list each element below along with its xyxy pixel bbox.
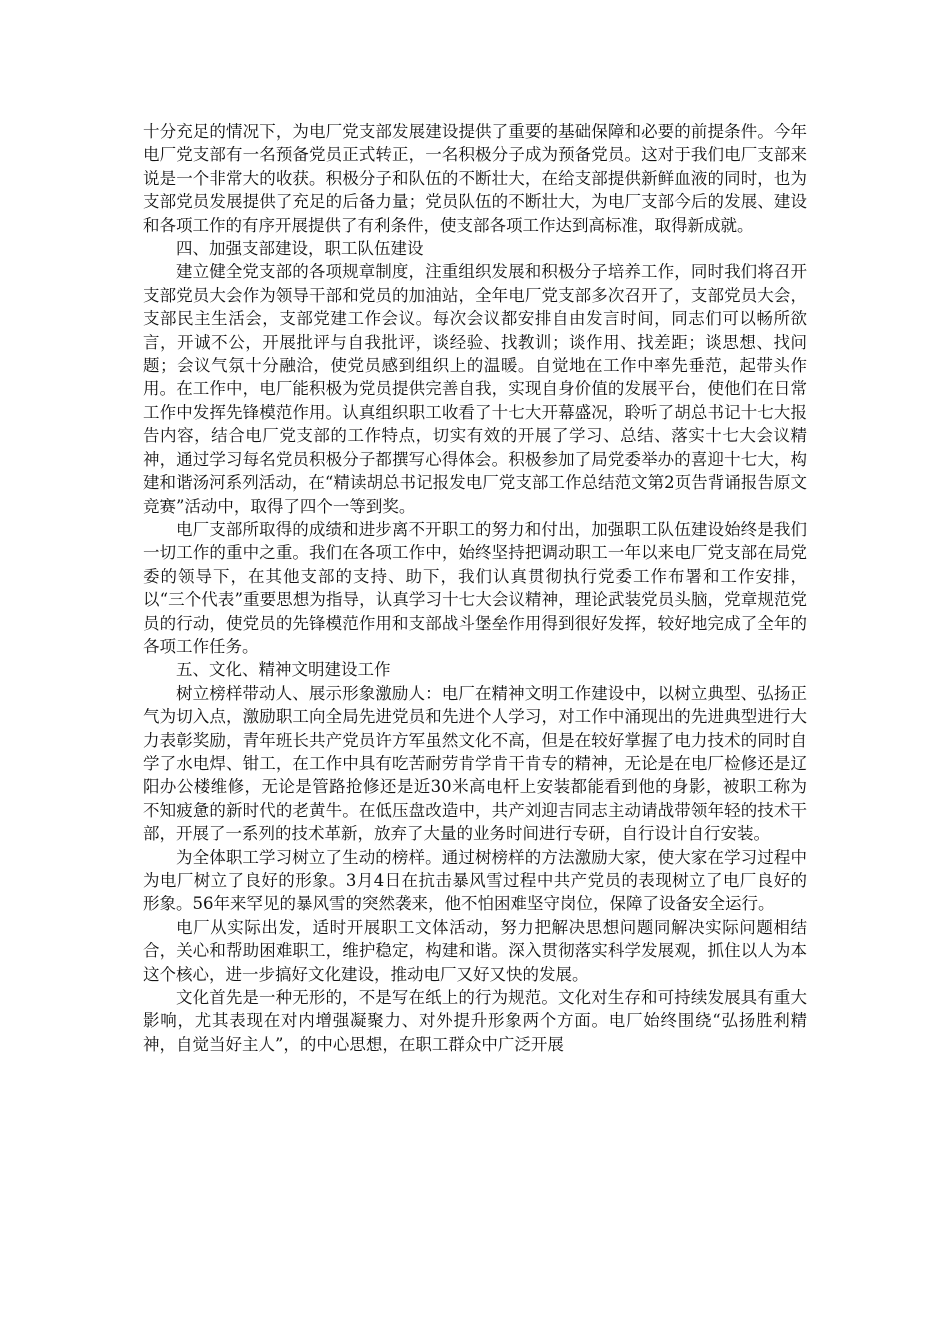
paragraph-culture: 文化首先是一种无形的，不是写在纸上的行为规范。文化对生存和可持续发展具有重大影响，尤其表现在对内增强凝聚力、对外提升形象两个方面。电厂始终围绕“弘扬胜利精神，自觉当好主人”，的中心思想，在职工群众中广泛开展 xyxy=(143,988,807,1054)
paragraph-role-models: 树立榜样带动人、展示形象激励人：电厂在精神文明工作建设中，以树立典型、弘扬正气为切入点，激励职工向全局先进党员和先进个人学习，对工作中涌现出的先进典型进行大力表彰奖励，青年班长共产党员许方军虽然文化不高，但是在较好掌握了电力技术的同时自学了水电焊、钳工，在工作中具有吃苦耐劳肯学肯干肯专的精神，无论是在电厂检修还是辽阳办公楼维修，无论是管路抢修还是近30米高电杆上安装都能看到他的身影，被职工称为不知疲惫的新时代的老黄牛。在低压盘改造中，共产刘迎吉同志主动请战带领年轻的技术干部，开展了一系列的技术革新，放弃了大量的业务时间进行专研，自行设计自行安装。 xyxy=(143,683,807,844)
paragraph-continuation: 十分充足的情况下，为电厂党支部发展建设提供了重要的基础保障和必要的前提条件。今年电厂党支部有一名预备党员正式转正，一名积极分子成为预备党员。这对于我们电厂支部来说是一个非常大的收获。积极分子和队伍的不断壮大，在给支部提供新鲜血液的同时，也为支部党员发展提供了充足的后备力量；党员队伍的不断壮大，为电厂支部今后的发展、建设和各项工作的有序开展提供了有利条件，使支部各项工作达到高标准，取得新成就。 xyxy=(143,122,807,235)
document-page xyxy=(143,120,807,1056)
paragraph-staff-team: 电厂支部所取得的成绩和进步离不开职工的努力和付出，加强职工队伍建设始终是我们一切工作的重中之重。我们在各项工作中，始终坚持把调动职工一年以来电厂党支部在局党委的领导下，在其他支部的支持、助下，我们认真贯彻执行党委工作布署和工作安排，以“三个代表”重要思想为指导，认真学习十七大会议精神，理论武装党员头脑，党章规范党员的行动，使党员的先锋模范作用和支部战斗堡垒作用得到很好发挥，较好地完成了全年的各项工作任务。 xyxy=(143,519,807,656)
section-heading-5: 五、文化、精神文明建设工作 xyxy=(176,660,391,680)
paragraph-branch-rules: 建立健全党支部的各项规章制度，注重组织发展和积极分子培养工作，同时我们将召开支部党员大会作为领导干部和党员的加油站，全年电厂党支部多次召开了，支部党员大会，支部民主生活会，支部党建工作会议。每次会议都安排自由发言时间，同志们可以畅所欲言，开诚不公，开展批评与自我批评，谈经验、找教训；谈作用、找差距；谈思想、找问题；会议气氛十分融洽，使党员感到组织上的温暖。自觉地在工作中率先垂范，起带头作用。在工作中，电厂能积极为党员提供完善自我，实现自身价值的发展平台，使他们在日常工作中发挥先锋模范作用。认真组织职工收看了十七大开幕盛况，聆听了胡总书记十七大报告内容，结合电厂党支部的工作特点，切实有效的开展了学习、总结、落实十七大会议精神，通过学习每名党员积极分子都撰写心得体会。积极参加了局党委举办的喜迎十七大，构建和谐汤河系列活动，在“精读胡总书记报发电厂党支部工作总结范文第2页告背诵报告原文竞赛”活动中，取得了四个一等到奖。 xyxy=(143,262,807,516)
paragraph-example: 为全体职工学习树立了生动的榜样。通过树榜样的方法激励大家，使大家在学习过程中为电厂树立了良好的形象。3月4日在抗击暴风雪过程中共产党员的表现树立了电厂良好的形象。56年来罕见的暴风雪的突然袭来，他不怕困难坚守岗位，保障了设备安全运行。 xyxy=(143,847,807,914)
section-heading-4: 四、加强支部建设，职工队伍建设 xyxy=(176,239,424,259)
paragraph-activities: 电厂从实际出发，适时开展职工文体活动，努力把解决思想问题同解决实际问题相结合，关心和帮助困难职工，维护稳定，构建和谐。深入贯彻落实科学发展观，抓住以人为本这个核心，进一步搞好文化建设，推动电厂又好又快的发展。 xyxy=(143,917,807,984)
